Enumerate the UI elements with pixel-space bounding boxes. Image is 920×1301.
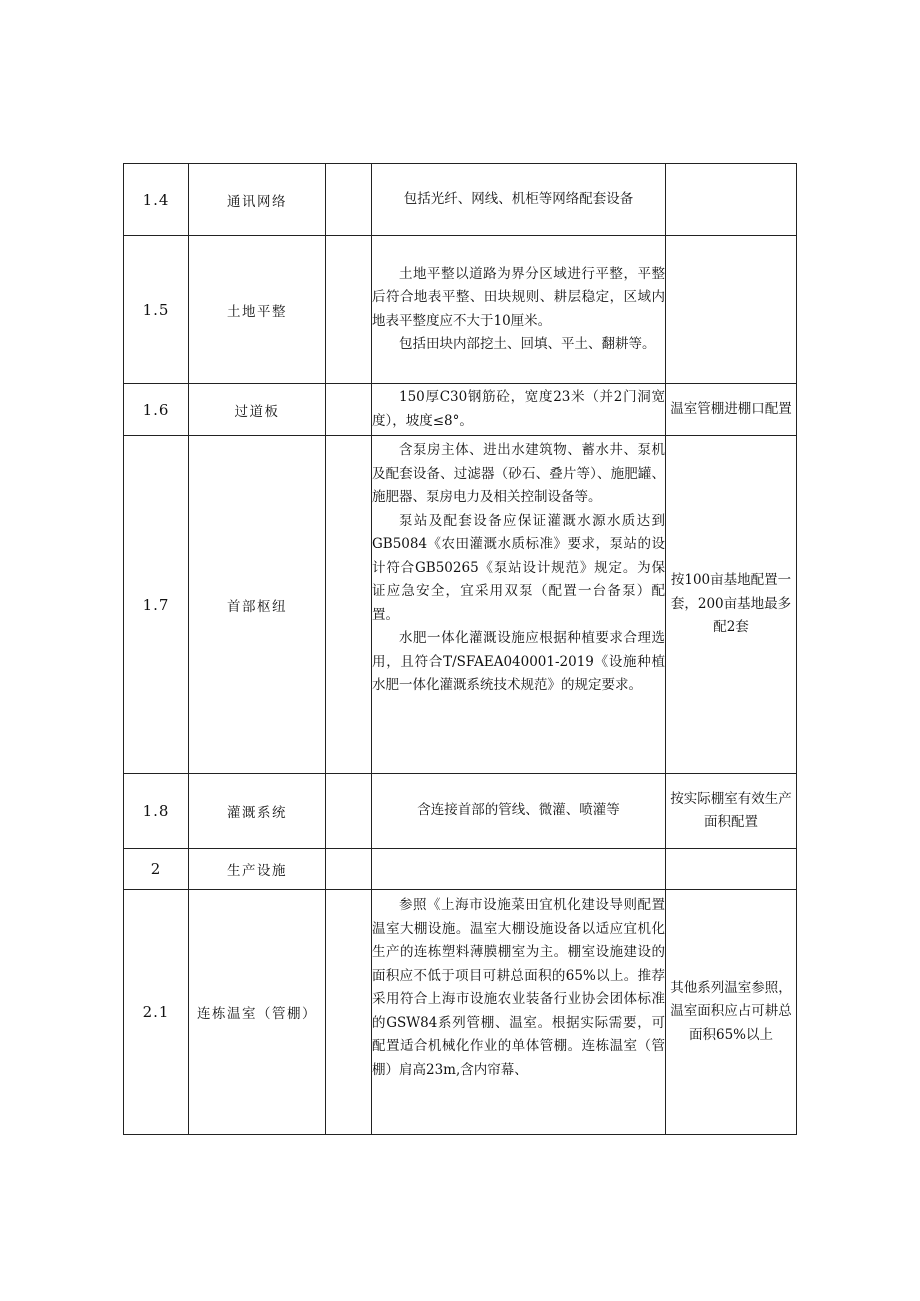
- description-paragraph: 150厚C30钢筋砼，宽度23米（并2门洞宽度），坡度≤8°。: [372, 389, 665, 429]
- item-number: 1.8: [124, 774, 189, 849]
- empty-cell: [326, 890, 372, 1135]
- table-row: [124, 774, 797, 849]
- empty-cell: [326, 236, 372, 384]
- empty-cell: [326, 164, 372, 236]
- item-name: 通讯网络: [189, 164, 326, 236]
- description-text: 包括光纤、网线、机柜等网络配套设备: [403, 190, 634, 207]
- description-paragraph: 水肥一体化灌溉设施应根据种植要求合理选用，且符合T/SFAEA040001-2019《设施种植水肥一体化灌溉系统技术规范》的规定要求。: [372, 630, 665, 693]
- table-row: [124, 236, 797, 384]
- item-note: [666, 164, 797, 236]
- item-description: [372, 436, 666, 774]
- empty-cell: [326, 384, 372, 436]
- item-name: 生产设施: [189, 849, 326, 890]
- item-note: 按100亩基地配置一套，200亩基地最多配2套: [666, 436, 797, 774]
- item-name: 灌溉系统: [189, 774, 326, 849]
- table-row: [124, 164, 797, 236]
- item-note: 其他系列温室参照，温室面积应占可耕总面积65%以上: [666, 890, 797, 1135]
- spec-table: [123, 163, 797, 1135]
- item-name: 过道板: [189, 384, 326, 436]
- item-number: 2.1: [124, 890, 189, 1135]
- table-row: [124, 890, 797, 1135]
- description-paragraph: 参照《上海市设施菜田宜机化建设导则配置温室大棚设施。温室大棚设施设备以适应宜机化生产的连栋塑料薄膜棚室为主。棚室设施建设的面积应不低于项目可耕总面积的65%以上。推荐采用符合上海市设施农业装备行业协会团体标准的GSW84系列管棚、温室。根据实际需要，可配置适合机械化作业的单体管棚。连栋温室（管棚）肩高23m,含内帘幕、: [372, 897, 665, 1078]
- description-paragraph: 包括田块内部挖土、回填、平土、翻耕等。: [399, 336, 656, 352]
- description-paragraph: 土地平整以道路为界分区域进行平整，平整后符合地表平整、田块规则、耕层稳定，区域内地表平整度应不大于10厘米。: [372, 265, 665, 329]
- item-description: [372, 890, 666, 1135]
- item-note: [666, 849, 797, 890]
- description-text: 含连接首部的管线、微灌、喷灌等: [417, 802, 620, 819]
- empty-cell: [326, 774, 372, 849]
- item-number: 1.6: [124, 384, 189, 436]
- item-note: 按实际棚室有效生产面积配置: [666, 774, 797, 849]
- item-description: [372, 849, 666, 890]
- description-paragraph: 含泵房主体、进出水建筑物、蓄水井、泵机及配套设备、过滤器（砂石、叠片等）、施肥罐、施肥器、泵房电力及相关控制设备等。: [372, 442, 665, 505]
- item-number: 2: [124, 849, 189, 890]
- table-row: [124, 849, 797, 890]
- item-name: 土地平整: [189, 236, 326, 384]
- item-description: [372, 384, 666, 436]
- item-note: [666, 236, 797, 384]
- item-name: 首部枢纽: [189, 436, 326, 774]
- table-row: [124, 436, 797, 774]
- item-note: 温室管棚进棚口配置: [666, 384, 797, 436]
- empty-cell: [326, 849, 372, 890]
- item-description: [372, 236, 666, 384]
- item-number: 1.7: [124, 436, 189, 774]
- table-row: [124, 384, 797, 436]
- item-number: 1.5: [124, 236, 189, 384]
- description-paragraph: 泵站及配套设备应保证灌溉水源水质达到GB5084《农田灌溉水质标准》要求，泵站的设计符合GB50265《泵站设计规范》规定。为保证应急安全，宜采用双泵（配置一台备泵）配置。: [372, 512, 665, 623]
- item-description: [372, 164, 666, 236]
- empty-cell: [326, 436, 372, 774]
- item-description: [372, 774, 666, 849]
- item-number: 1.4: [124, 164, 189, 236]
- item-name: 连栋温室（管棚）: [189, 890, 326, 1135]
